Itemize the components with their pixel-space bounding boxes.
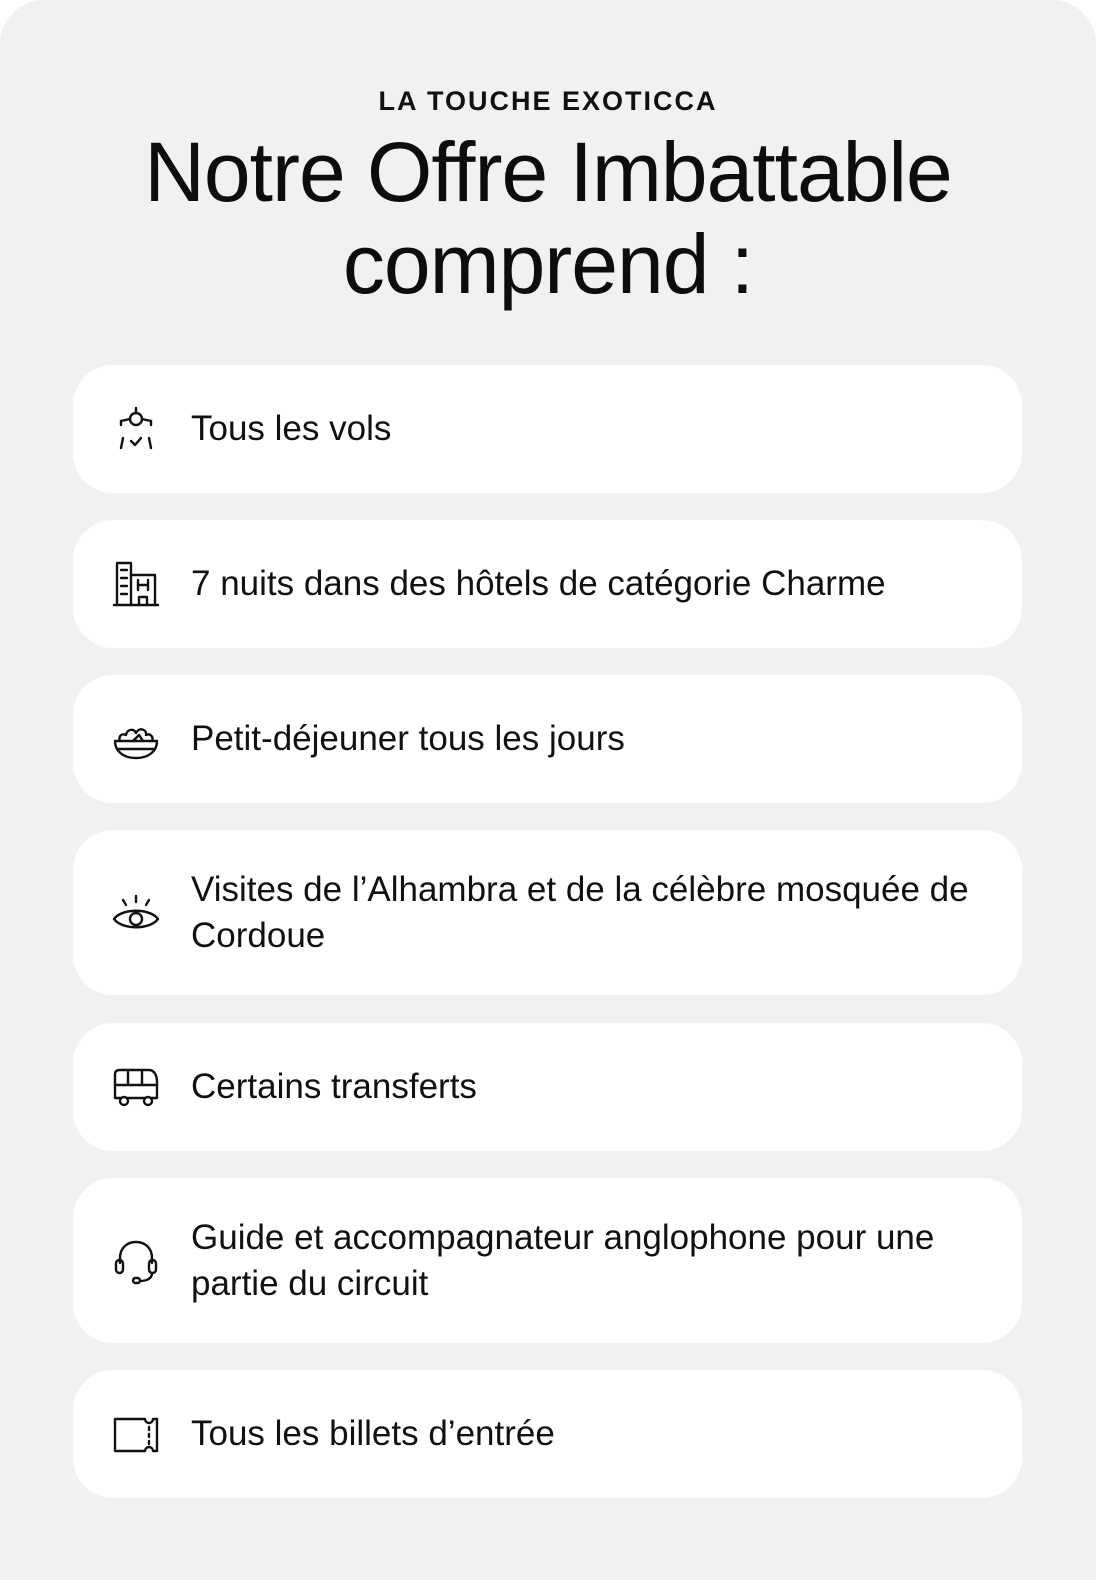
- list-item-label: Visites de l’Alhambra et de la célèbre mosquée de Cordoue: [191, 869, 969, 955]
- list-item-transfers: [73, 1023, 1022, 1151]
- list-item-label: 7 nuits dans des hôtels de catégorie Charme: [191, 564, 886, 603]
- bus-icon: [111, 1062, 161, 1112]
- list-item-hotel: [73, 520, 1022, 648]
- section-eyebrow: LA TOUCHE EXOTICCA: [378, 86, 718, 116]
- list-item-flights: [73, 365, 1022, 493]
- ticket-icon: [111, 1409, 161, 1459]
- eye-icon: [111, 888, 161, 938]
- list-item-label: Certains transferts: [191, 1067, 477, 1106]
- breakfast-bowl-icon: [111, 714, 161, 764]
- headset-icon: [111, 1236, 161, 1286]
- list-item-breakfast: [73, 675, 1022, 803]
- list-item-tickets: [73, 1370, 1022, 1498]
- flight-icon: [111, 404, 161, 454]
- list-item-label: Guide et accompagnateur anglophone pour une partie du circuit: [191, 1217, 935, 1303]
- list-item-guide: [73, 1178, 1022, 1343]
- page-title: Notre Offre Imbattable comprend :: [144, 125, 952, 311]
- list-item-label: Tous les vols: [191, 409, 392, 448]
- hotel-icon: [111, 559, 161, 609]
- list-item-label: Petit-déjeuner tous les jours: [191, 719, 625, 758]
- list-item-label: Tous les billets d’entrée: [191, 1414, 555, 1453]
- list-item-visits: [73, 830, 1022, 995]
